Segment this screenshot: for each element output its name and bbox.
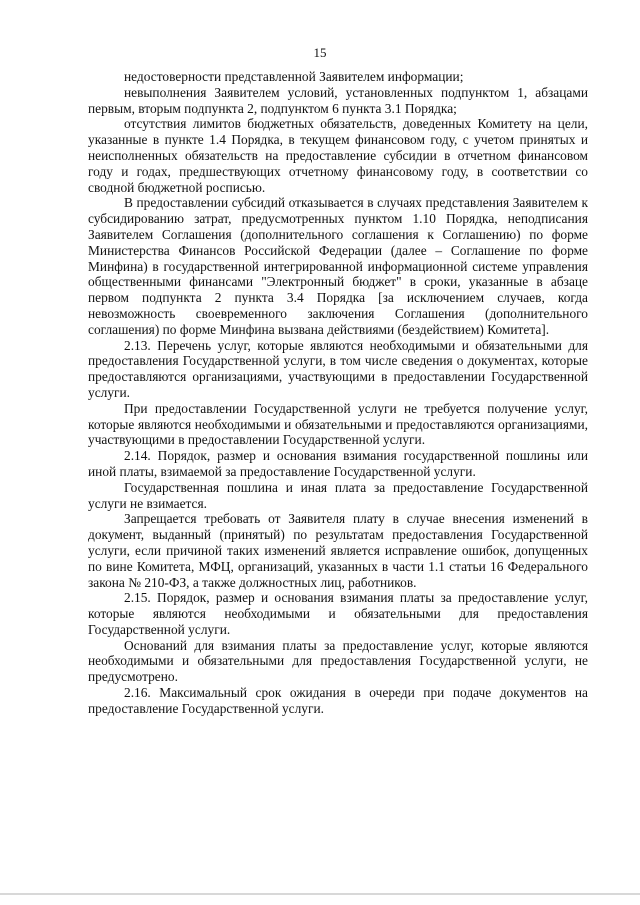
paragraph-fee-prohibited: Запрещается требовать от Заявителя плату в случае внесения изменений в документ, выданный (принятый) по результатам предоставления Государственной услуги, если причиной таких изменений является исправление ошибок, допущенных по вине Комитета, МФЦ, организаций, указанных в части 1.1 статьи 16 Федерального закона № 210-ФЗ, а также должностных лиц, работников.: [88, 511, 588, 590]
paragraph-no-duty: Государственная пошлина и иная плата за предоставление Государственной услуги не взимается.: [88, 479, 588, 511]
paragraph-no-services-required: При предоставлении Государственной услуги не требуется получение услуг, которые являются необходимыми и обязательными и предоставляются организациями, участвующими в предоставлении Государственной услуги.: [88, 400, 588, 448]
section-2-15-heading: 2.15. Порядок, размер и основания взимания платы за предоставление услуг, которые являются необходимыми и обязательными для предоставления Государственной услуги.: [88, 590, 588, 637]
paragraph-unreliable-info: недостоверности представленной Заявителем информации;: [124, 69, 464, 84]
scan-edge-divider: [0, 893, 640, 895]
paragraph-conditions-not-met: невыполнения Заявителем условий, установленных подпунктом 1, абзацами первым, вторым подпункта 2, подпунктом 6 пункта 3.1 Порядка;: [88, 84, 588, 116]
paragraph-no-fee-grounds: Оснований для взимания платы за предоставление услуг, которые являются необходимыми и обязательными для предоставления Государственной услуги, не предусмотрено.: [88, 637, 588, 685]
document-body: [88, 69, 588, 717]
paragraph-refusal-cases: В предоставлении субсидий отказывается в случаях представления Заявителем к субсидированию затрат, предусмотренных пунктом 1.10 Порядка, неподписания Заявителем Соглашения (дополнительного соглашения к Соглашению) по форме Министерства Финансов Российской Федерации (далее – Соглашение по форме Минфина) в государственной интегрированной информационной системе управления общественными финансами "Электронный бюджет" в сроки, указанные в абзаце первом подпункта 2 пункта 3.4 Порядка [за исключением случаев, когда невозможность своевременного заключения Соглашения (дополнительного соглашения) по форме Минфина вызвана действиями (бездействием) Комитета].: [88, 195, 588, 337]
section-2-16-heading: 2.16. Максимальный срок ожидания в очереди при подаче документов на предоставление Государственной услуги.: [88, 685, 588, 716]
section-2-13-heading: 2.13. Перечень услуг, которые являются необходимыми и обязательными для предоставления Государственной услуги, в том числе сведения о документах, которые предоставляются организациями, участвующими в предоставлении Государственной услуги.: [88, 337, 588, 400]
section-2-14-heading: 2.14. Порядок, размер и основания взимания государственной пошлины или иной платы, взимаемой за предоставление Государственной услуги.: [88, 448, 588, 479]
paragraph-no-budget-limits: отсутствия лимитов бюджетных обязательств, доведенных Комитету на цели, указанные в пункте 1.4 Порядка, в текущем финансовом году, с учетом принятых и неисполненных обязательств на предоставление субсидии в отчетном финансовом году и годах, предшествующих отчетному финансовому году, в соответствии со сводной бюджетной росписью.: [88, 116, 588, 195]
page-number: 15: [313, 45, 327, 60]
